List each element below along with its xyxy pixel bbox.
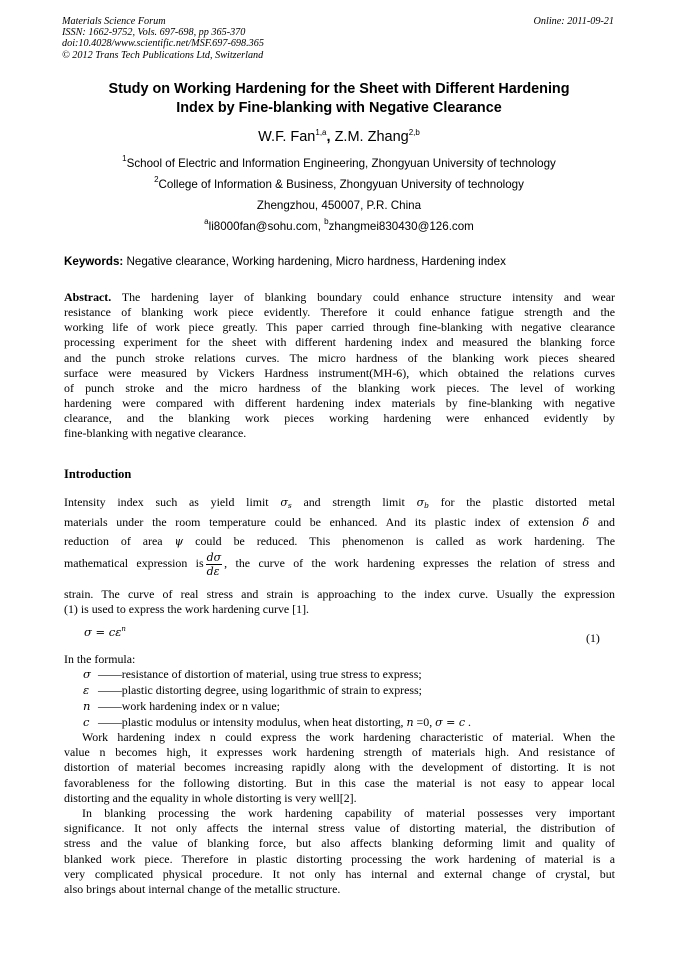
affiliation-2-text: College of Information & Business, Zhongyuan University of technology	[158, 178, 524, 191]
sigma-symbol: σ	[280, 496, 288, 509]
definition-symbol: c	[83, 715, 90, 729]
affiliation-city: Zhengzhou, 450007, P.R. China	[256, 199, 422, 212]
affiliation-2	[62, 175, 616, 191]
intro-line	[64, 551, 615, 578]
formula-intro: In the formula:	[64, 652, 136, 666]
affiliation-2-sup: 2	[154, 175, 159, 184]
author-line	[62, 129, 616, 145]
sigma-equals-c: σ = c	[435, 716, 466, 729]
intro-line: distortion of material becomes increasing rapidly along with the development of distorting. It is not	[64, 760, 615, 775]
intro-line: (1) is used to express the work hardening curve [1].	[64, 602, 310, 616]
period: .	[465, 715, 471, 729]
intro-line	[64, 534, 615, 549]
definition-symbol: σ	[83, 667, 91, 681]
text: for the plastic distorted metal	[428, 495, 615, 509]
journal-name: Materials Science Forum	[62, 16, 166, 27]
intro-line: stress and the value of blanking force, but also affects blanking deforming limit and quality of	[64, 836, 615, 851]
derivative-fraction	[206, 551, 223, 578]
intro-line: In blanking processing the work hardening capability of material possesses very important	[82, 806, 615, 820]
abstract-line: surface were measured by Vickers Hardness instrument(MH-6), which obtained the relations curves	[64, 365, 615, 380]
definition-item	[64, 715, 471, 730]
abstract-line-text: The hardening layer of blanking boundary could enhance structure intensity and wear	[111, 290, 615, 304]
abstract-line: working life of work piece greatly. This paper carried through fine-blanking with negative clearance	[64, 320, 615, 335]
n-value: =0,	[413, 715, 436, 729]
author-2-sup: 2,b	[408, 128, 420, 137]
intro-line: significance. It not only affects the internal stress value of distorting material, the distribution of	[64, 821, 615, 836]
psi-symbol: ψ	[174, 535, 184, 548]
title-line-1: Study on Working Hardening for the Sheet with Different Hardening	[108, 81, 570, 97]
abstract-line	[64, 290, 615, 305]
subscript-b: b	[424, 501, 429, 510]
author-1-name: W.F. Fan	[258, 129, 316, 145]
equation-body: σ = cε	[84, 625, 122, 639]
intro-line: value n becomes high, it expresses work hardening strength of materials high. And resistance of	[64, 745, 615, 760]
text: mathematical expression is	[64, 556, 204, 571]
author-separator: ,	[326, 129, 335, 145]
definition-symbol: n	[83, 699, 91, 713]
equation-number: (1)	[586, 631, 600, 645]
intro-line: strain. The curve of real stress and strain is approaching to the index curve. Usually the expression	[64, 587, 615, 601]
intro-line: very complicated physical procedure. It not only has internal and external change of crystal, but	[64, 866, 615, 881]
running-header	[62, 16, 616, 61]
intro-line: distorting and the equality in whole distorting is very well[2].	[64, 790, 357, 805]
abstract-line: hardening were compared with different hardening index materials by fine-blanking with negative	[64, 395, 615, 410]
text: could be reduced. This phenomenon is called as work hardening. The	[183, 534, 615, 548]
abstract-line: of punch stroke and the micro hardness of the blanking work pieces. The level of working	[64, 380, 615, 395]
copyright-line: © 2012 Trans Tech Publications Ltd, Switzerland	[62, 49, 264, 61]
abstract-label: Abstract.	[64, 290, 112, 304]
intro-line: also brings about internal change of the metallic structure.	[64, 882, 341, 896]
email-a: li8000fan@sohu.com,	[208, 220, 325, 233]
text: , the curve of the work hardening expresses the relation of stress and	[224, 556, 615, 571]
text: Intensity index such as yield limit	[64, 495, 281, 509]
issn-line: ISSN: 1662-9752, Vols. 697-698, pp 365-370	[62, 27, 246, 39]
section-heading-introduction: Introduction	[64, 467, 132, 481]
definition-text: ——resistance of distortion of material, using true stress to express;	[98, 667, 422, 681]
equation-exponent: n	[121, 625, 126, 633]
definition-text: ——work hardening index or n value;	[98, 699, 280, 713]
author-2-name: Z.M. Zhang	[334, 129, 409, 145]
text: and strength limit	[291, 495, 417, 509]
subscript-s: s	[287, 501, 292, 510]
affiliation-1	[62, 154, 616, 170]
intro-line: favorableness for the following distorting. But in this case the material is not easy to appear local	[64, 775, 615, 790]
keywords	[64, 255, 616, 268]
definition-item	[64, 699, 280, 714]
affiliation-1-sup: 1	[122, 154, 127, 163]
title-line-2: Index by Fine-blanking with Negative Clearance	[176, 100, 502, 116]
doi-line: doi:10.4028/www.scientific.net/MSF.697-698.365	[62, 38, 264, 50]
abstract-line: resistance of blanking work piece evidently. Therefore it could enhance fatigue strength and the	[64, 305, 615, 320]
text: reduction of area	[64, 534, 175, 548]
definition-item	[64, 667, 422, 682]
abstract-line: and the punch stroke relations curves. The micro hardness of the blanking work pieces sheared	[64, 350, 615, 365]
definition-text: ——plastic modulus or intensity modulus, when heat distorting,	[98, 715, 407, 729]
definition-item	[64, 683, 422, 698]
text: materials under the room temperature could be enhanced. And its plastic index of extension	[64, 515, 583, 529]
author-1-sup: 1,a	[315, 128, 327, 137]
intro-line: blanked work piece. Therefore in plastic distorting processing the work hardening of material is a	[64, 851, 615, 866]
keywords-label: Keywords:	[64, 255, 124, 268]
fraction-denominator: dε	[206, 565, 220, 578]
intro-line	[64, 495, 615, 510]
equation-1	[84, 625, 126, 639]
delta-symbol: δ	[582, 516, 590, 529]
keywords-text: Negative clearance, Working hardening, Micro hardness, Hardening index	[123, 255, 506, 268]
affiliation-1-text: School of Electric and Information Engineering, Zhongyuan University of technology	[126, 157, 556, 170]
abstract-line: processing experiment for the sheet with different hardening index and measured the blanking force	[64, 335, 615, 350]
n-symbol: n	[406, 716, 414, 729]
email-a-sup: a	[204, 217, 209, 226]
email-b: zhangmei830430@126.com	[328, 220, 474, 233]
abstract-line: clearance, and the blanking work pieces working hardening were enhanced evidently by	[64, 411, 615, 426]
online-date: Online: 2011-09-21	[533, 16, 614, 27]
intro-line: Work hardening index n could express the work hardening characteristic of material. When the	[82, 730, 615, 744]
definition-text: ——plastic distorting degree, using logarithmic of strain to express;	[98, 683, 422, 697]
definition-symbol: ε	[83, 683, 90, 697]
fraction-numerator: dσ	[206, 551, 222, 564]
sigma-symbol: σ	[416, 496, 425, 509]
email-b-sup: b	[324, 217, 329, 226]
abstract-line: fine-blanking with negative clearance.	[64, 426, 247, 441]
author-emails	[62, 217, 616, 233]
abstract	[64, 290, 615, 441]
paper-title	[62, 80, 616, 118]
intro-line	[64, 515, 615, 530]
text: and	[589, 515, 615, 529]
